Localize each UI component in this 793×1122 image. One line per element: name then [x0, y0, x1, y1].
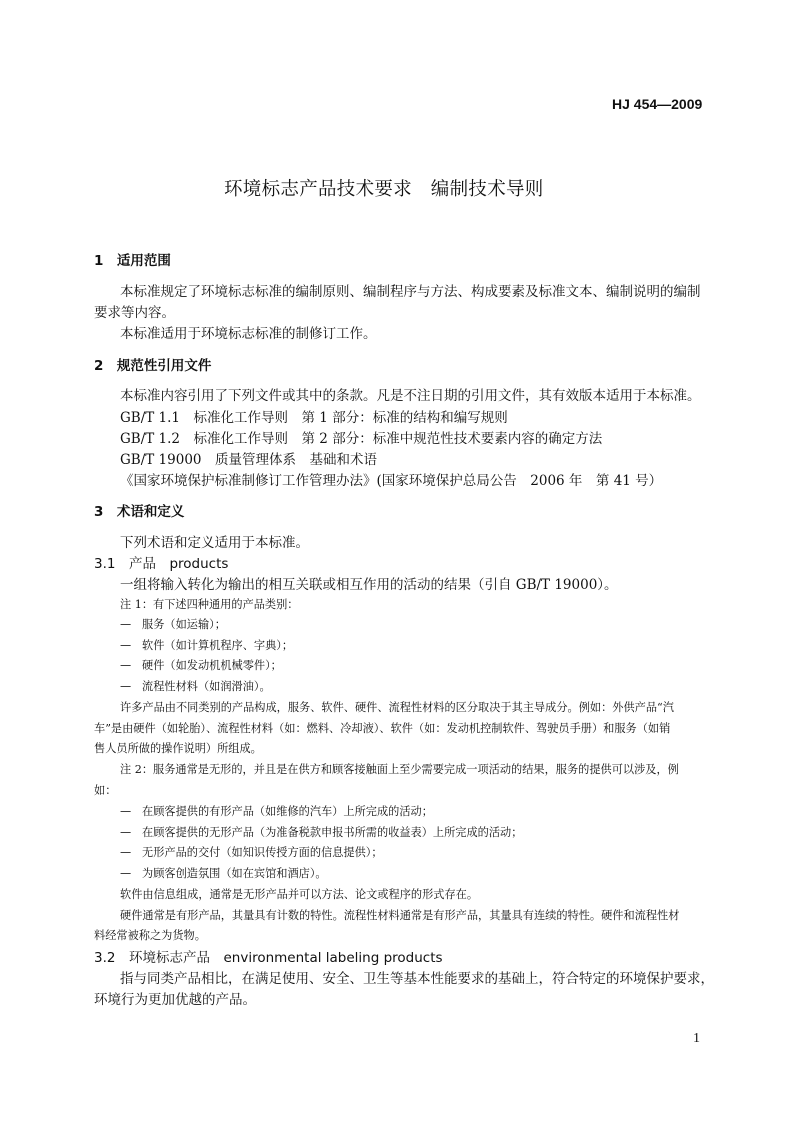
normative-reference: GB/T 19000 质量管理体系 基础和术语	[120, 452, 377, 468]
normative-reference: GB/T 1.2 标准化工作导则 第 2 部分：标准中规范性技术要素内容的确定方法	[120, 431, 603, 447]
list-item: — 为顾客创造氛围（如在宾馆和酒店）。	[120, 867, 327, 880]
section-1-para-1-line-1: 本标准规定了环境标志标准的编制原则、编制程序与方法、构成要素及标准文本、编制说明的编制	[120, 284, 701, 300]
section-3-2-heading: 3.2 环境标志产品 environmental labeling products	[94, 950, 443, 966]
note-2-line-1: 注 2：服务通常是无形的，并且是在供方和顾客接触面上至少需要完成一项活动的结果，服务的提供可以涉及，例	[120, 763, 679, 776]
note-para-a-line-2: 车”是由硬件（如轮胎）、流程性材料（如：燃料、冷却液）、软件（如：发动机控制软件、驾驶员手册）和服务（如销	[94, 722, 671, 735]
list-item: — 流程性材料（如润滑油）。	[120, 680, 271, 693]
page-title: 环境标志产品技术要求 编制技术导则	[224, 179, 544, 200]
note-para-a-line-3: 售人员所做的操作说明）所组成。	[94, 742, 262, 755]
dash-bullet: —	[120, 805, 132, 818]
section-3-2-line-1: 指与同类产品相比，在满足使用、安全、卫生等基本性能要求的基础上，符合特定的环境保护要求，	[120, 971, 714, 987]
standard-code: HJ 454—2009	[612, 96, 703, 112]
dash-bullet: —	[120, 680, 132, 693]
section-2-intro: 本标准内容引用了下列文件或其中的条款。凡是不注日期的引用文件，其有效版本适用于本标准。	[120, 388, 701, 404]
note-1: 注 1：有下述四种通用的产品类别：	[120, 598, 299, 611]
dash-bullet: —	[120, 867, 132, 880]
section-3-heading: 3 术语和定义	[94, 504, 185, 520]
note-para-a-line-1: 许多产品由不同类别的产品构成，服务、软件、硬件、流程性材料的区分取决于其主导成分。例如：外供产品“汽	[120, 701, 674, 714]
dash-bullet: —	[120, 826, 132, 839]
list-item: — 在顾客提供的无形产品（为准备税款申报书所需的收益表）上所完成的活动；	[120, 826, 523, 839]
section-1-para-1-line-2: 要求等内容。	[94, 305, 175, 321]
section-3-intro: 下列术语和定义适用于本标准。	[120, 535, 309, 551]
dash-bullet: —	[120, 846, 132, 859]
section-3-1-definition: 一组将输入转化为输出的相互关联或相互作用的活动的结果（引自 GB/T 19000）。	[120, 577, 618, 593]
section-1-heading: 1 适用范围	[94, 253, 171, 269]
normative-reference: GB/T 1.1 标准化工作导则 第 1 部分：标准的结构和编写规则	[120, 410, 508, 426]
note-para-c-line-2: 料经常被称之为货物。	[94, 929, 206, 942]
list-item: — 软件（如计算机程序、字典）；	[120, 639, 294, 652]
dash-bullet: —	[120, 639, 132, 652]
section-3-2-line-2: 环境行为更加优越的产品。	[94, 992, 256, 1008]
dash-bullet: —	[120, 659, 132, 672]
list-item: — 硬件（如发动机机械零件）；	[120, 659, 282, 672]
normative-reference: 《国家环境保护标准制修订工作管理办法》(国家环境保护总局公告 2006 年 第 41 号）	[120, 473, 663, 489]
list-item: — 无形产品的交付（如知识传授方面的信息提供）；	[120, 846, 383, 859]
note-para-c-line-1: 硬件通常是有形产品，其量具有计数的特性。流程性材料通常是有形产品，其量具有连续的特性。硬件和流程性材	[120, 909, 680, 922]
section-3-1-heading: 3.1 产品 products	[94, 556, 229, 572]
page-number: 1	[693, 1031, 700, 1046]
dash-bullet: —	[120, 618, 132, 631]
note-2-line-2: 如：	[94, 784, 117, 797]
list-item: — 服务（如运输）；	[120, 618, 226, 631]
list-item: — 在顾客提供的有形产品（如维修的汽车）上所完成的活动；	[120, 805, 433, 818]
note-para-b: 软件由信息组成，通常是无形产品并可以方法、论文或程序的形式存在。	[120, 888, 479, 901]
section-1-para-2: 本标准适用于环境标志标准的制修订工作。	[120, 326, 377, 342]
section-2-heading: 2 规范性引用文件	[94, 358, 212, 374]
